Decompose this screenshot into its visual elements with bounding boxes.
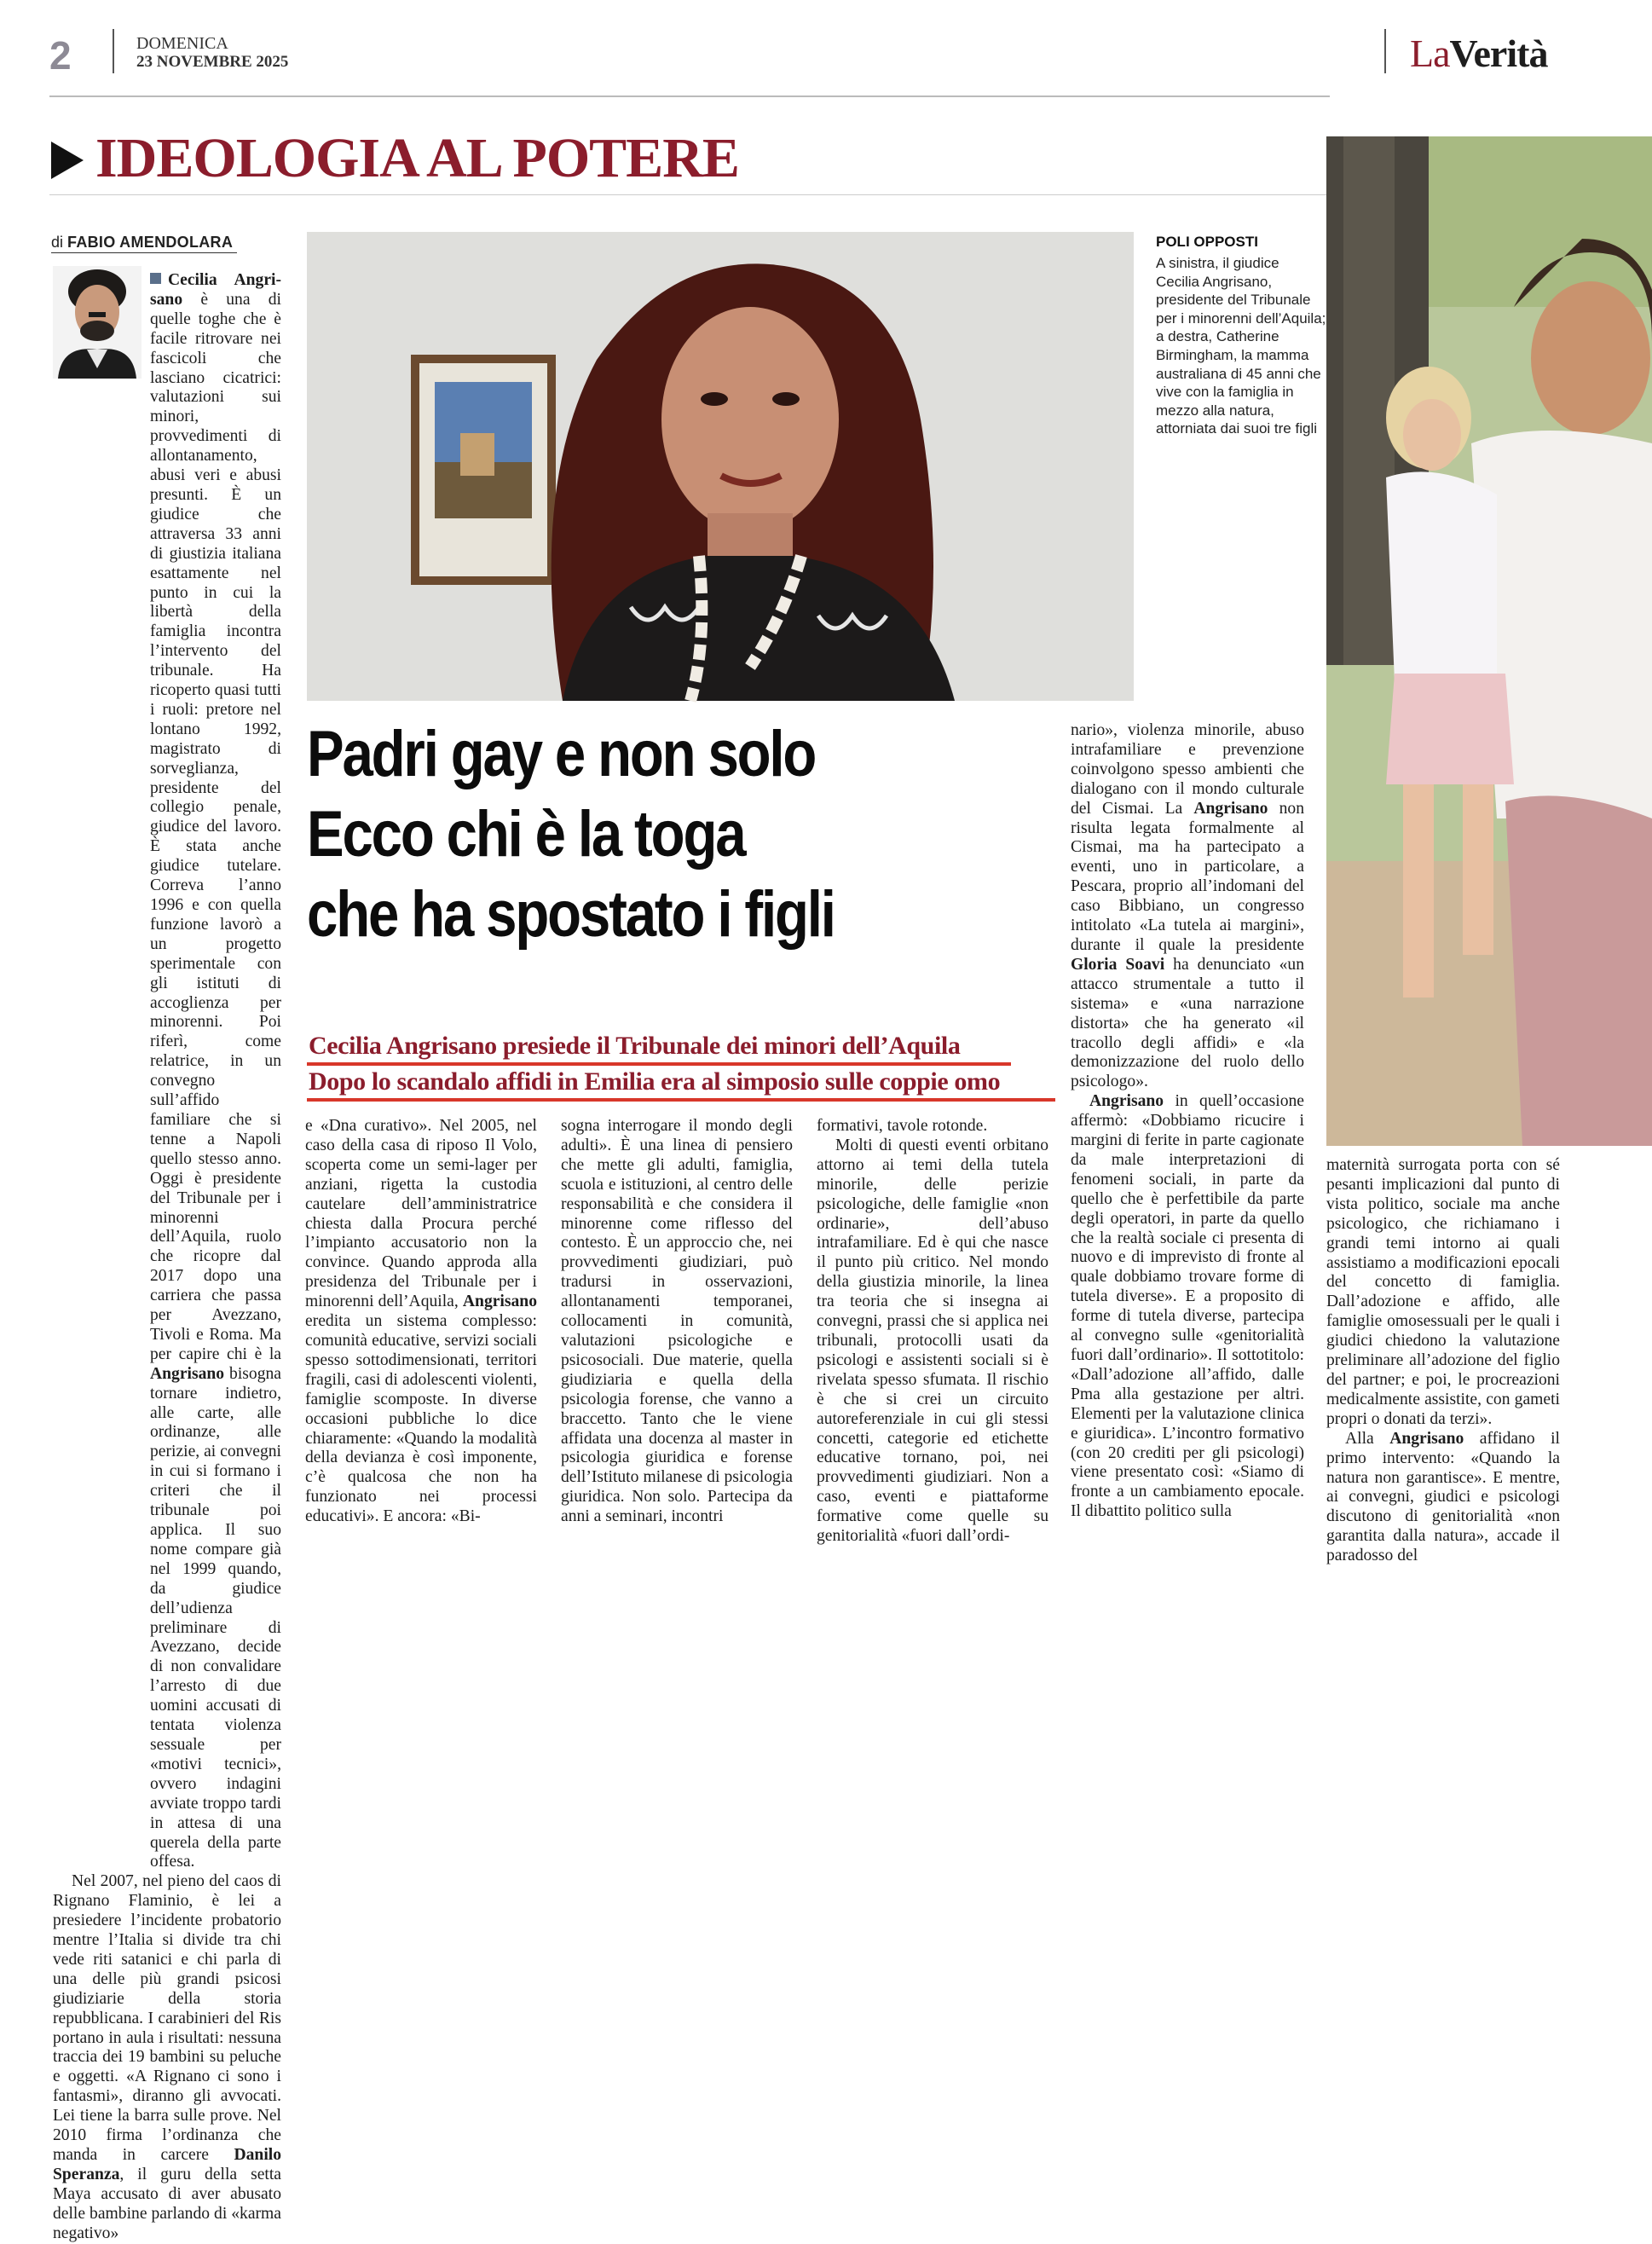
article-bold-name: Angrisano [150, 1364, 225, 1383]
subheadline-2-underline [307, 1098, 1055, 1102]
article-bold-name: Angrisano [1193, 799, 1268, 818]
headline [307, 714, 952, 955]
header-day: DOMENICA [136, 34, 228, 53]
headline-line-1: Padri gay e non solo [307, 718, 816, 790]
lead-name: Cecilia Angri-sano [150, 271, 281, 309]
section-rule [49, 194, 1330, 195]
article-text: ha denunciato «un attacco strumentale a tutto il sistema» e «una narrazione distorta» che ha generato «il tracollo degli affidi» e «la demonizzazione del ruolo dello psicologo». [1071, 955, 1304, 1091]
article-column-2 [305, 1117, 537, 1527]
article-column-4 [817, 1117, 1048, 1547]
main-photo-judge [307, 232, 1134, 701]
article-text: , il guru della setta Maya accusato di aver abusato delle bambine parlando di «karma negativo» [53, 2165, 281, 2242]
masthead-verita: Verità [1449, 32, 1548, 75]
masthead-logo [1410, 31, 1547, 76]
article-text: in quell’occasione affermò: «Dobbiamo ricucire i margini di ferite in parte cagionate da male interpretazioni di fenomeni sociali, in parte da quello che è perfettibile da parte degli operatori, in parte da quello che la realtà sociale ci presenta di nuovo e di imprevisto di fronte al quale dobbiamo trovare forme di tutela diverse». E a proposito di forme di tutela diverse, partecipa al convegno sulle «genitorialità fuori dall’ordinario». Il sottotitolo: «Dall’adozione all’affido, dalle Pma alla gestazione per altri. Elementi per la valutazione clinica e giuridica». L’incontro formativo (con 20 crediti per gli psicologi) viene presentato così: «Siamo di fronte a un cambiamento epocale. Il dibattito politico sulla [1071, 1092, 1304, 1521]
article-text: affidano il primo intervento: «Quando la natura non garantisce». E mentre, ai convegni, giudici e psicologi discutono di genitorialità «non garantita dalla natura», accade il paradosso del [1326, 1429, 1560, 1565]
article-text: Nel 2007, nel pieno del caos di Rignano Flaminio, è lei a presiedere l’incidente probatorio mentre l’Italia si divide tra chi vede riti satanici e chi parla di una delle più grandi psicosi giudiziarie della storia repubblicana. I carabinieri del Ris portano in aula i risultati: nessuna traccia dei 19 bambini su peluche e oggetti. «A Rignano ci sono i fantasmi», diranno gli avvocati. Lei tiene la barra sulle prove. Nel 2010 firma l’ordinanza che manda in carcere [53, 1872, 281, 2164]
photo-caption-text: A sinistra, il giudice Cecilia Angrisano, presidente del Tribunale per i minorenni dell’Aquila; a destra, Catherine Birmingham, la mamma australiana di 45 anni che vive con la famiglia in mezzo alla natura, attorniata dai suoi tre figli [1156, 255, 1326, 437]
article-text: eredita un sistema complesso: comunità educative, servizi sociali spesso sottodimensionati, territori fragili, casi di adolescenti violenti, famiglie scomposte. In diverse occasioni pubbliche lo dice chiaramente: «Quando la modalità della devianza è così imponente, c’è qualcosa che non ha funzionato nei processi educativi». E ancora: «Bi- [305, 1312, 537, 1526]
right-photo-family [1326, 136, 1652, 1146]
byline [51, 234, 233, 252]
headline-line-3: che ha spostato i figli [307, 878, 835, 951]
header-date [136, 34, 288, 72]
article-column-6 [1326, 1156, 1560, 1566]
article-text: sogna interrogare il mondo degli adulti». È una linea di pensiero che mette gli adulti, famiglia, scuola e istituzioni, al centro delle responsabilità e che considera il minorenne come riflesso del contesto. È un approccio che, nei provvedimenti giudiziari, può tradursi in osservazioni, allontanamenti temporanei, collocamenti in comunità, valutazioni psicologiche e psicosociali. Due materie, quella giudiziaria e quella della psicologia forense, che vanno a braccetto. Tanto che le viene affidata una docenza al master in psicologia giuridica e forense dell’Istituto milanese di psicologia giuridica. Non solo. Partecipa da anni a seminari, incontri [561, 1117, 793, 1526]
article-text: è una di quelle toghe che è facile ritrovare nei fascicoli che lasciano cicatrici: valutazioni sui minori, provvedimenti di allontanamento, abusi veri e abusi presunti. È un giudice che attraversa 33 anni di giustizia italiana esattamente nel punto in cui la libertà della famiglia incontra l’intervento del tribunale. Ha ricoperto quasi tutti i ruoli: pretore nel lontano 1992, magistrato di sorveglianza, presidente del collegio penale, giudice del lavoro. È stata anche giudice tutelare. Correva l’anno 1996 e con quella funzione lavorò a un progetto sperimentale con gli istituti di accoglienza per minorenni. Poi riferì, come relatrice, in un convegno sull’affido familiare che si tenne a Napoli quello stesso anno. Oggi è presidente del Tribunale per i minorenni dell’Aquila, ruolo che ricopre dal 2017 dopo una carriera che passa per Avezzano, Tivoli e Roma. Ma per capire chi è la [150, 290, 281, 1363]
masthead-la: La [1410, 32, 1450, 75]
article-bold-name: Gloria Soavi [1071, 955, 1165, 974]
header-divider-right [1384, 29, 1386, 73]
byline-rule [51, 252, 237, 253]
article-text: maternità surrogata porta con sé pesanti implicazioni dal punto di vista politico, sociale ma anche psicologico, che richiamano i grandi temi intorno ai quali assistiamo a modificazioni epocali del concetto di famiglia. Dall’adozione e affido, alle famiglie omosessuali per le quali i giudici chiedono la valutazione preliminare all’adozione del figlio del partner; e poi, le procreazioni medicalmente assistite, con gameti propri o donati da terzi». [1326, 1156, 1560, 1428]
article-bold-name: Danilo Speranza [53, 2146, 281, 2183]
lead-bullet-icon [150, 273, 161, 284]
article-text: Alla [1345, 1429, 1390, 1448]
article-text: formativi, tavole rotonde. [817, 1117, 988, 1135]
section-title: IDEOLOGIA AL POTERE [95, 127, 739, 189]
byline-prefix: di [51, 234, 64, 251]
section-arrow-icon [51, 142, 84, 179]
headline-line-2: Ecco chi è la toga [307, 798, 745, 870]
page-number: 2 [49, 33, 72, 78]
article-text: e «Dna curativo». Nel 2005, nel caso della casa di riposo Il Volo, scoperta come un semi-lager per anziani, rigetta la custodia cautelare dell’amministratrice chiesta dalla Procura perché l’impianto accusatorio non la convince. Quando approda alla presidenza del Tribunale per i minorenni dell’Aquila, [305, 1117, 537, 1311]
header-divider [113, 29, 114, 73]
article-text: non risulta legata formalmente al Cismai, ma ha partecipato a eventi, uno in particolare, a Pescara, proprio all’indomani del caso Bibbiano, un congresso intitolato «La tutela ai margini», durante il quale la presidente [1071, 799, 1304, 954]
photo-caption-title: POLI OPPOSTI [1156, 234, 1258, 250]
article-column-1 [53, 271, 281, 2244]
article-column-3 [561, 1117, 793, 1527]
subheadline-2: Dopo lo scandalo affidi in Emilia era al simposio sulle coppie omo [309, 1067, 1001, 1096]
article-text: nario», violenza minorile, abuso intrafamiliare e prevenzione coinvolgono spesso ambienti che dialogano con il mondo culturale del Cismai. La [1071, 721, 1304, 818]
article-text: Molti di questi eventi orbitano attorno ai temi della tutela minorile, delle perizie psicologiche, delle famiglie «non ordinarie», dell’abuso intrafamiliare. Ed è qui che nasce il punto più critico. Nel mondo della giustizia minorile, la linea tra teoria che si insegna ai convegni, prassi che si applica nei tribunali, protocolli usati da psicologi e assistenti sociali si è rivelata spesso sfumata. Il rischio è che si crei un circuito autoreferenziale in cui gli stessi concetti, categorie ed etichette educative tornano, poi, nei provvedimenti giudiziari. Non a caso, eventi e piattaforme formative come quelle su genitorialità «fuori dall’ordi- [817, 1136, 1048, 1546]
header-date-value: 23 NOVEMBRE 2025 [136, 53, 289, 71]
subheadline-1-underline [307, 1062, 1011, 1066]
article-column-5 [1071, 721, 1304, 1522]
byline-author: FABIO AMENDOLARA [67, 234, 234, 251]
article-text: bisogna tornare indietro, alle carte, alle ordinanze, alle perizie, ai convegni in cui si formano i criteri che il tribunale poi applica. Il suo nome compare già nel 1999 quando, da giudice dell’udienza preliminare di Avezzano, decide di non convalidare l’arresto di due uomini accusati di tentata violenza sessuale per «motivi tecnici», ovvero indagini avviate troppo tardi in attesa di una querela della parte offesa. [150, 1364, 281, 1871]
article-bold-name: Angrisano [462, 1293, 537, 1311]
header-rule [49, 95, 1330, 97]
article-bold-name: Angrisano [1089, 1092, 1164, 1111]
subheadline-1: Cecilia Angrisano presiede il Tribunale dei minori dell’Aquila [309, 1032, 961, 1060]
article-bold-name: Angrisano [1389, 1429, 1464, 1448]
